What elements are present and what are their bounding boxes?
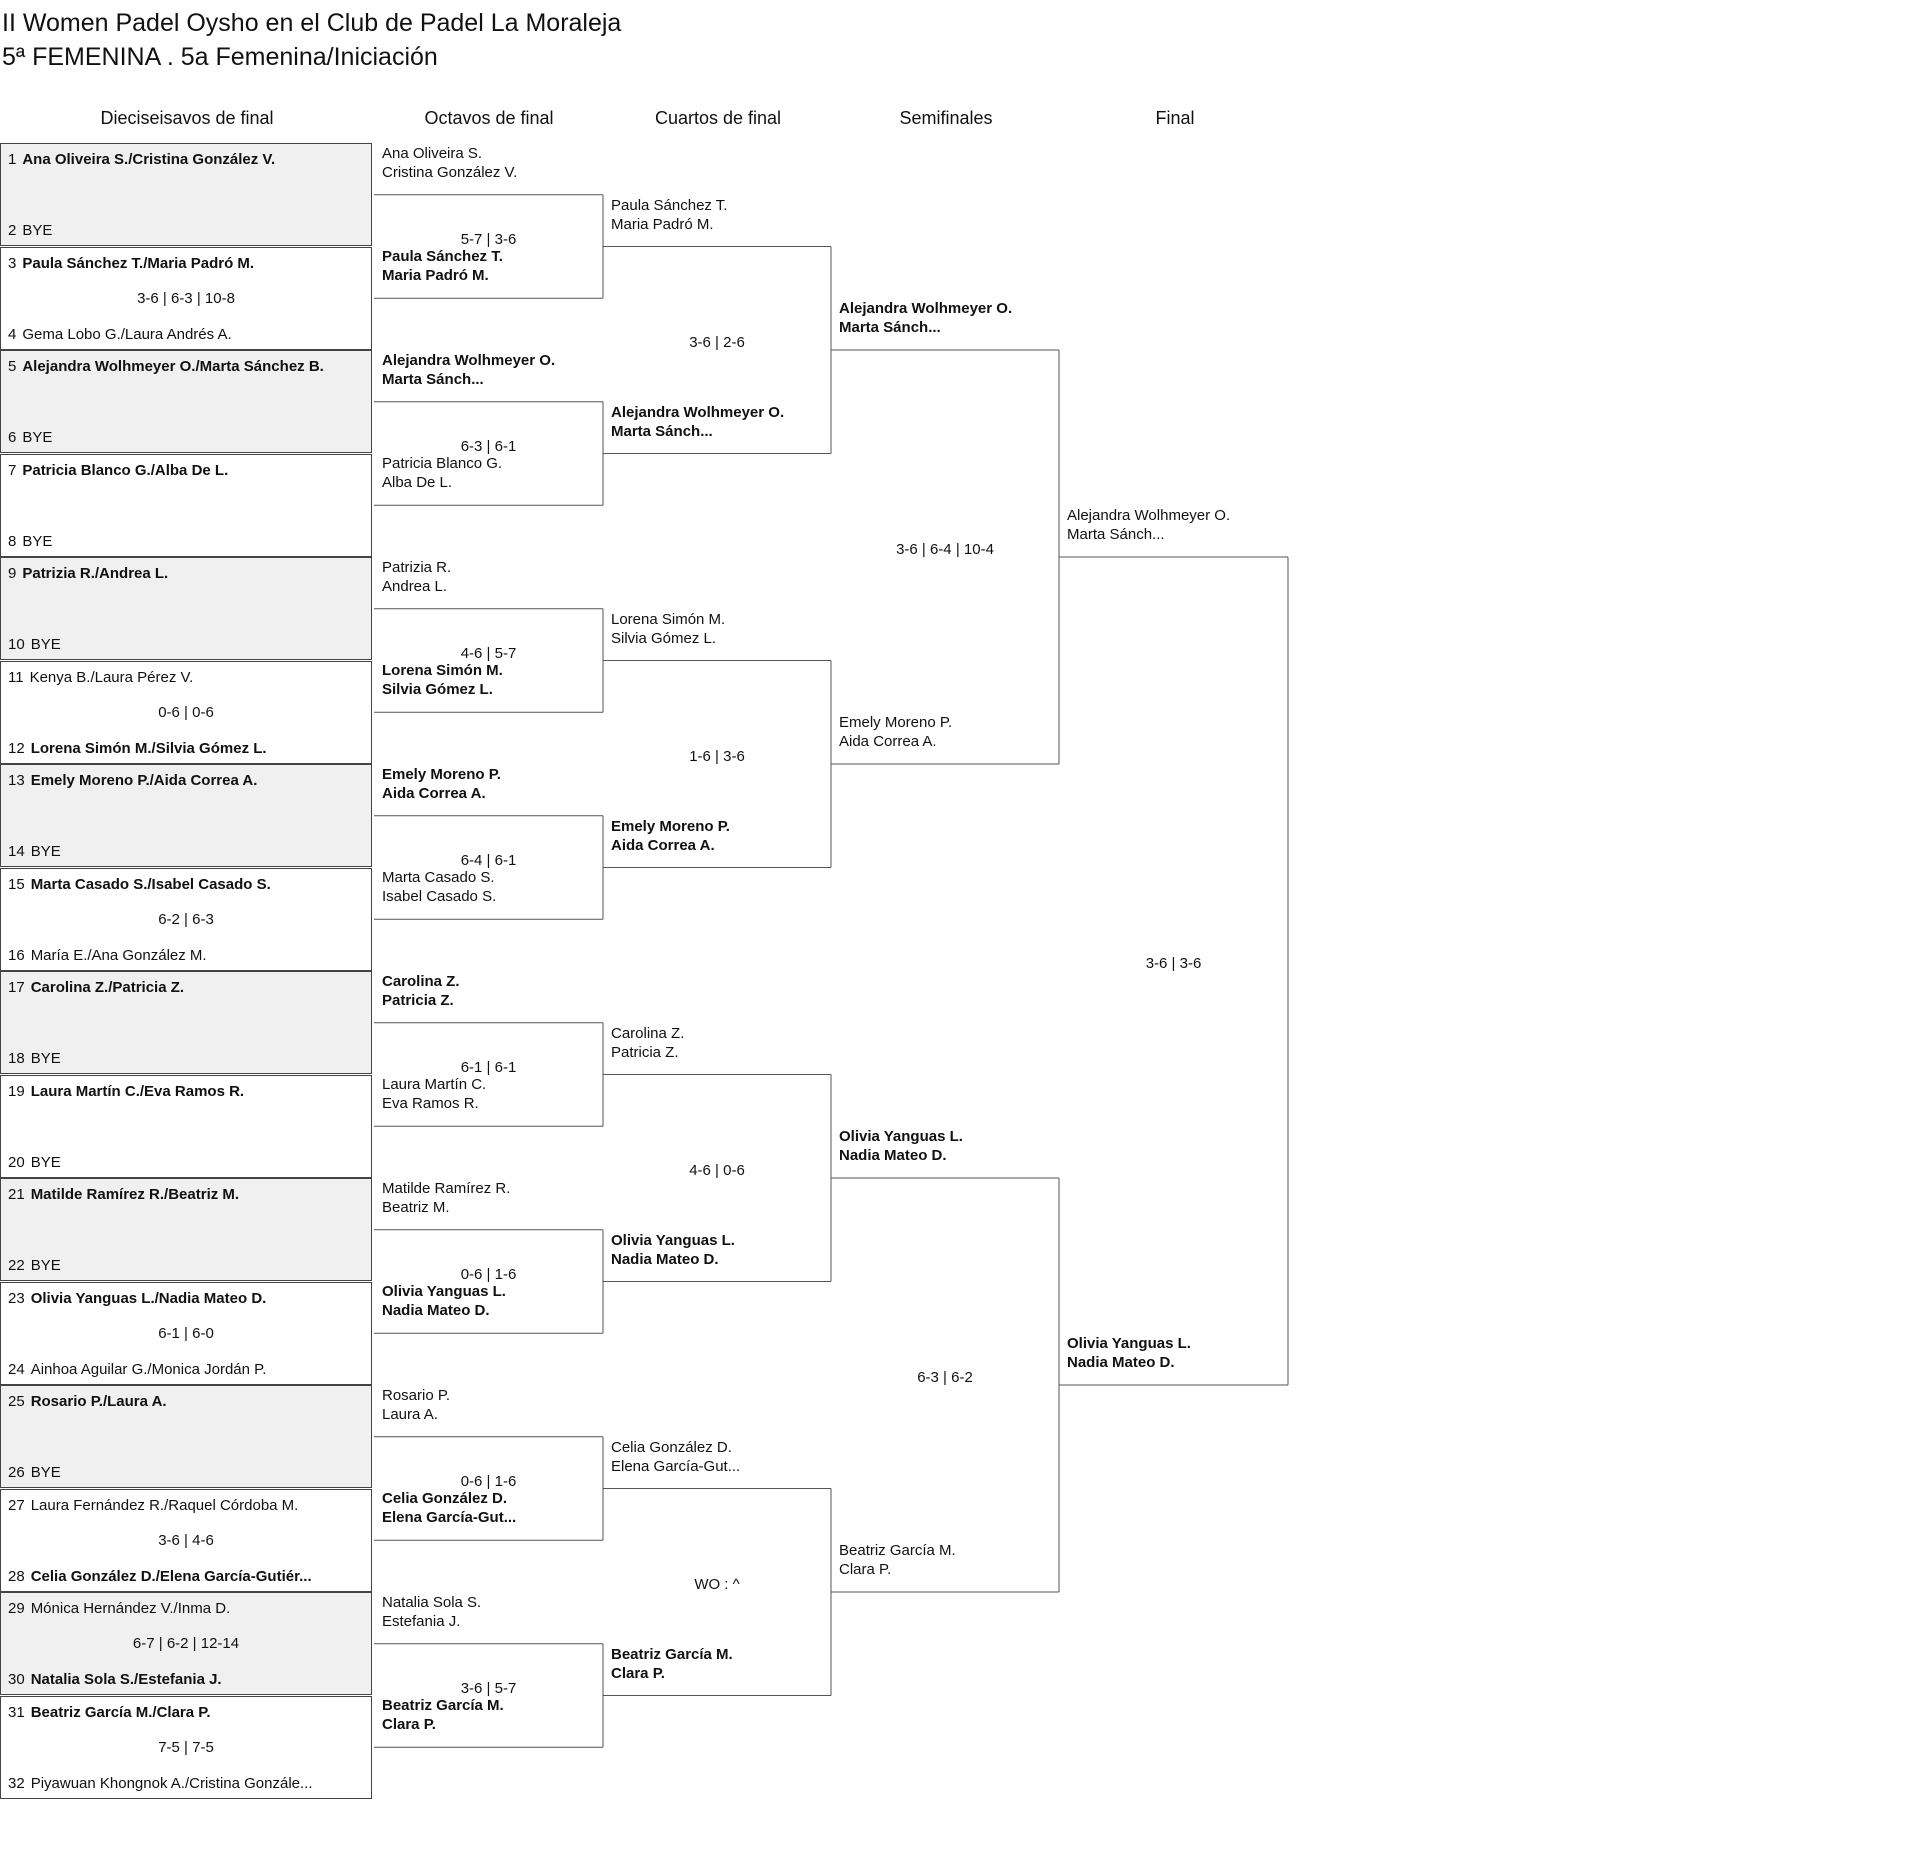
seed-number: 23 — [8, 1289, 25, 1307]
player-name: Patrizia R. — [382, 558, 452, 576]
seed-number: 18 — [8, 1050, 25, 1067]
r2-team-top — [382, 1593, 599, 1631]
r2-team-top — [382, 1386, 599, 1424]
r1-entry-bottom — [8, 843, 358, 860]
player-name: Elena García-Gut... — [611, 1457, 741, 1475]
r2-team-top — [382, 972, 599, 1010]
team-name: Matilde Ramírez R./Beatriz M. — [30, 1186, 240, 1203]
r2-match-score: 6-1 | 6-1 — [460, 1058, 517, 1076]
player-name: Marta Sánch... — [611, 422, 713, 440]
seed-number: 2 — [8, 222, 17, 239]
team-name: Mónica Hernández V./Inma D. — [30, 1600, 231, 1617]
seed-number: 24 — [8, 1360, 25, 1378]
r2-team-bottom — [382, 247, 599, 285]
player-name: Alejandra Wolhmeyer O. — [1067, 507, 1231, 524]
seed-number: 8 — [8, 532, 17, 550]
player-name: Lorena Simón M. — [382, 662, 503, 680]
r1-match — [0, 1385, 372, 1488]
player-name: Beatriz García M. — [382, 1697, 504, 1715]
r2-match-score: 6-3 | 6-1 — [460, 437, 517, 455]
team-name: BYE — [22, 532, 53, 550]
team-name: Lorena Simón M./Silvia Gómez L. — [30, 739, 267, 757]
r1-entry-top — [8, 1290, 358, 1307]
team-name: BYE — [30, 636, 61, 653]
r1-entry-bottom — [8, 429, 358, 446]
r1-entry-bottom — [8, 947, 358, 964]
seed-number: 11 — [8, 668, 24, 686]
r3-team-bottom — [611, 1645, 827, 1683]
player-name: Nadia Mateo D. — [382, 1302, 490, 1320]
team-name: Gema Lobo G./Laura Andrés A. — [22, 325, 232, 343]
team-name: Emely Moreno P./Aida Correa A. — [30, 772, 258, 789]
r1-entry-top — [8, 1083, 358, 1100]
seed-number: 5 — [8, 358, 17, 375]
r2-team-bottom — [382, 454, 599, 492]
player-name: Nadia Mateo D. — [839, 1147, 947, 1164]
player-name: Carolina Z. — [382, 972, 460, 990]
page-subtitle: 5ª FEMENINA . 5a Femenina/Iniciación — [2, 43, 438, 71]
player-name: Laura Martín C. — [382, 1076, 487, 1094]
player-name: Estefania J. — [382, 1612, 461, 1630]
r1-match — [0, 1592, 372, 1695]
r1-entry-top — [8, 669, 358, 686]
player-name: Natalia Sola S. — [382, 1593, 482, 1611]
player-name: Clara P. — [839, 1561, 892, 1578]
team-name: Ana Oliveira S./Cristina González V. — [22, 151, 276, 168]
page-title: II Women Padel Oysho en el Club de Padel La Moraleja — [2, 9, 622, 37]
r1-entry-top — [8, 1600, 358, 1617]
team-name: Natalia Sola S./Estefania J. — [30, 1671, 222, 1688]
player-name: Matilde Ramírez R. — [382, 1179, 511, 1197]
r1-match — [0, 661, 372, 764]
player-name: Laura A. — [382, 1405, 438, 1423]
r1-entry-bottom — [8, 1775, 358, 1792]
r2-match-score: 3-6 | 5-7 — [460, 1679, 517, 1697]
player-name: Alba De L. — [382, 474, 453, 492]
player-name: Beatriz García M. — [839, 1542, 956, 1559]
r1-entry-bottom — [8, 533, 358, 550]
r4-match-score: 6-3 | 6-2 — [917, 1369, 973, 1386]
r2-team-bottom — [382, 661, 599, 699]
player-name: Rosario P. — [382, 1386, 451, 1404]
r1-match — [0, 143, 372, 246]
seed-number: 15 — [8, 875, 25, 893]
player-name: Alejandra Wolhmeyer O. — [382, 351, 556, 369]
player-name: Nadia Mateo D. — [1067, 1354, 1175, 1371]
r1-entry-top — [8, 565, 358, 582]
team-name: Alejandra Wolhmeyer O./Marta Sánchez B. — [22, 358, 324, 375]
seed-number: 22 — [8, 1257, 25, 1274]
r1-match — [0, 1178, 372, 1281]
player-name: Eva Ramos R. — [382, 1095, 479, 1113]
player-name: Emely Moreno P. — [611, 817, 730, 835]
round-header-r1: Dieciseisavos de final — [100, 108, 274, 128]
r4-team-top — [839, 299, 1055, 337]
player-name: Ana Oliveira S. — [382, 144, 483, 162]
player-name: Aida Correa A. — [382, 784, 486, 802]
team-name: Beatriz García M./Clara P. — [30, 1703, 211, 1721]
player-name: Isabel Casado S. — [382, 888, 497, 906]
r1-entry-bottom — [8, 1568, 358, 1585]
player-name: Silvia Gómez L. — [382, 681, 493, 699]
seed-number: 3 — [8, 254, 17, 272]
seed-number: 19 — [8, 1082, 25, 1100]
r1-entry-bottom — [8, 636, 358, 653]
player-name: Alejandra Wolhmeyer O. — [839, 300, 1013, 317]
r4-team-bottom — [839, 1541, 1055, 1579]
seed-number: 32 — [8, 1774, 25, 1792]
r1-entry-bottom — [8, 1050, 358, 1067]
team-name: Paula Sánchez T./Maria Padró M. — [22, 254, 255, 272]
r1-match — [0, 1075, 372, 1178]
r3-team-bottom — [611, 403, 827, 441]
r5-team-top — [1067, 506, 1284, 544]
r2-match-score: 4-6 | 5-7 — [460, 644, 517, 662]
r1-match — [0, 557, 372, 660]
r2-match-score: 0-6 | 1-6 — [460, 1265, 517, 1283]
team-name: Marta Casado S./Isabel Casado S. — [30, 875, 271, 893]
r1-match — [0, 1282, 372, 1385]
r2-team-top — [382, 765, 599, 803]
r1-entry-bottom — [8, 1257, 358, 1274]
r1-entry-top — [8, 462, 358, 479]
player-name: Alejandra Wolhmeyer O. — [611, 403, 785, 421]
team-name: Rosario P./Laura A. — [30, 1393, 167, 1410]
player-name: Maria Padró M. — [611, 215, 714, 233]
r5-team-bottom — [1067, 1334, 1284, 1372]
r2-team-bottom — [382, 1489, 599, 1527]
round-header-r5: Final — [1155, 108, 1195, 128]
match-score: 3-6 | 6-3 | 10-8 — [137, 289, 235, 307]
r3-match-score: 4-6 | 0-6 — [689, 1162, 745, 1179]
seed-number: 28 — [8, 1567, 25, 1585]
team-name: Laura Martín C./Eva Ramos R. — [30, 1082, 245, 1100]
player-name: Celia González D. — [611, 1438, 732, 1456]
match-score: 6-7 | 6-2 | 12-14 — [132, 1635, 240, 1652]
r1-entry-top — [8, 1393, 358, 1410]
seed-number: 10 — [8, 636, 25, 653]
r1-entry-top — [8, 151, 358, 168]
r1-match — [0, 868, 372, 971]
r1-match — [0, 1696, 372, 1799]
r4-team-bottom — [839, 713, 1055, 751]
player-name: Silvia Gómez L. — [611, 629, 717, 647]
team-name: María E./Ana González M. — [30, 946, 207, 964]
player-name: Patricia Z. — [382, 991, 454, 1009]
r1-entry-top — [8, 876, 358, 893]
r3-team-top — [611, 196, 827, 234]
player-name: Marta Sánch... — [1067, 526, 1165, 543]
r2-team-top — [382, 1179, 599, 1217]
team-name: BYE — [30, 1257, 61, 1274]
r1-entry-bottom — [8, 1154, 358, 1171]
r1-entry-top — [8, 1497, 358, 1514]
player-name: Marta Casado S. — [382, 869, 495, 887]
player-name: Olivia Yanguas L. — [611, 1231, 735, 1249]
r1-match — [0, 971, 372, 1074]
player-name: Lorena Simón M. — [611, 610, 726, 628]
team-name: BYE — [22, 429, 53, 446]
r1-entry-bottom — [8, 740, 358, 757]
team-name: BYE — [30, 1050, 61, 1067]
player-name: Paula Sánchez T. — [611, 196, 728, 214]
team-name: Patrizia R./Andrea L. — [22, 565, 169, 582]
player-name: Nadia Mateo D. — [611, 1250, 719, 1268]
team-name: BYE — [30, 843, 61, 860]
r3-team-top — [611, 1024, 827, 1062]
player-name: Clara P. — [611, 1664, 665, 1682]
r1-entry-top — [8, 255, 358, 272]
r1-entry-top — [8, 358, 358, 375]
r1-match — [0, 1489, 372, 1592]
match-score: 3-6 | 4-6 — [158, 1531, 214, 1549]
player-name: Beatriz García M. — [611, 1645, 733, 1663]
player-name: Paula Sánchez T. — [382, 248, 503, 266]
r1-entry-bottom — [8, 1464, 358, 1481]
seed-number: 26 — [8, 1464, 25, 1481]
r1-entry-bottom — [8, 1671, 358, 1688]
seed-number: 12 — [8, 739, 25, 757]
seed-number: 30 — [8, 1671, 25, 1688]
seed-number: 13 — [8, 772, 25, 789]
round-header-r4: Semifinales — [899, 108, 993, 128]
player-name: Olivia Yanguas L. — [839, 1128, 963, 1145]
match-score: 6-1 | 6-0 — [158, 1324, 214, 1342]
player-name: Elena García-Gut... — [382, 1509, 517, 1527]
round-header-r2: Octavos de final — [424, 108, 554, 128]
player-name: Patricia Z. — [611, 1043, 679, 1061]
match-score: 7-5 | 7-5 — [158, 1738, 214, 1756]
team-name: Patricia Blanco G./Alba De L. — [22, 461, 229, 479]
seed-number: 31 — [8, 1703, 25, 1721]
r1-match — [0, 350, 372, 453]
seed-number: 1 — [8, 151, 17, 168]
seed-number: 27 — [8, 1496, 25, 1514]
player-name: Emely Moreno P. — [839, 714, 953, 731]
player-name: Emely Moreno P. — [382, 765, 501, 783]
team-name: Laura Fernández R./Raquel Córdoba M. — [30, 1496, 299, 1514]
player-name: Cristina González V. — [382, 163, 518, 181]
seed-number: 9 — [8, 565, 17, 582]
seed-number: 29 — [8, 1600, 25, 1617]
player-name: Carolina Z. — [611, 1024, 685, 1042]
team-name: BYE — [30, 1153, 61, 1171]
match-score: 0-6 | 0-6 — [158, 703, 214, 721]
r1-entry-bottom — [8, 1361, 358, 1378]
r3-match-score: 1-6 | 3-6 — [689, 748, 745, 765]
team-name: Ainhoa Aguilar G./Monica Jordán P. — [30, 1360, 267, 1378]
seed-number: 4 — [8, 325, 17, 343]
team-name: Carolina Z./Patricia Z. — [30, 979, 185, 996]
r1-entry-top — [8, 1186, 358, 1203]
r2-match-score: 6-4 | 6-1 — [460, 851, 517, 869]
seed-number: 7 — [8, 461, 17, 479]
r2-match-score: 5-7 | 3-6 — [460, 230, 517, 248]
round-header-r3: Cuartos de final — [654, 108, 782, 128]
r2-team-bottom — [382, 1696, 599, 1734]
team-name: Olivia Yanguas L./Nadia Mateo D. — [30, 1289, 267, 1307]
player-name: Clara P. — [382, 1716, 436, 1734]
player-name: Olivia Yanguas L. — [382, 1283, 506, 1301]
r2-team-bottom — [382, 1282, 599, 1320]
r4-team-top — [839, 1127, 1055, 1165]
r2-team-top — [382, 144, 599, 182]
r2-team-bottom — [382, 1075, 599, 1113]
seed-number: 20 — [8, 1153, 25, 1171]
seed-number: 25 — [8, 1393, 25, 1410]
r3-match-score: 3-6 | 2-6 — [689, 334, 745, 351]
match-score: 6-2 | 6-3 — [158, 910, 214, 928]
player-name: Andrea L. — [382, 577, 448, 595]
r2-team-top — [382, 351, 599, 389]
team-name: BYE — [30, 1464, 61, 1481]
r1-entry-top — [8, 1704, 358, 1721]
r3-team-bottom — [611, 817, 827, 855]
r1-entry-bottom — [8, 222, 358, 239]
r1-entry-top — [8, 772, 358, 789]
r2-match-score: 0-6 | 1-6 — [460, 1472, 517, 1490]
player-name: Maria Padró M. — [382, 267, 489, 285]
player-name: Marta Sánch... — [382, 370, 484, 388]
r3-team-top — [611, 1438, 827, 1476]
r1-match — [0, 454, 372, 557]
seed-number: 21 — [8, 1186, 25, 1203]
r1-match — [0, 247, 372, 350]
r1-match — [0, 764, 372, 867]
player-name: Celia González D. — [382, 1490, 508, 1508]
seed-number: 17 — [8, 979, 25, 996]
team-name: Kenya B./Laura Pérez V. — [29, 668, 194, 686]
r2-team-bottom — [382, 868, 599, 906]
player-name: Patricia Blanco G. — [382, 455, 503, 473]
seed-number: 14 — [8, 843, 25, 860]
player-name: Aida Correa A. — [839, 733, 937, 750]
r5-match-score: 3-6 | 3-6 — [1145, 955, 1202, 972]
team-name: Celia González D./Elena García-Gutiér... — [30, 1567, 312, 1585]
team-name: Piyawuan Khongnok A./Cristina Gonzále... — [30, 1774, 313, 1792]
r2-team-top — [382, 558, 599, 596]
r3-team-bottom — [611, 1231, 827, 1269]
seed-number: 16 — [8, 946, 25, 964]
r4-match-score: 3-6 | 6-4 | 10-4 — [896, 541, 994, 558]
seed-number: 6 — [8, 429, 17, 446]
r3-match-score: WO : ^ — [694, 1576, 740, 1593]
r3-team-top — [611, 610, 827, 648]
player-name: Beatriz M. — [382, 1198, 450, 1216]
r1-entry-top — [8, 979, 358, 996]
r1-entry-bottom — [8, 326, 358, 343]
player-name: Olivia Yanguas L. — [1067, 1335, 1191, 1352]
player-name: Aida Correa A. — [611, 836, 715, 854]
team-name: BYE — [22, 222, 53, 239]
player-name: Marta Sánch... — [839, 319, 941, 336]
